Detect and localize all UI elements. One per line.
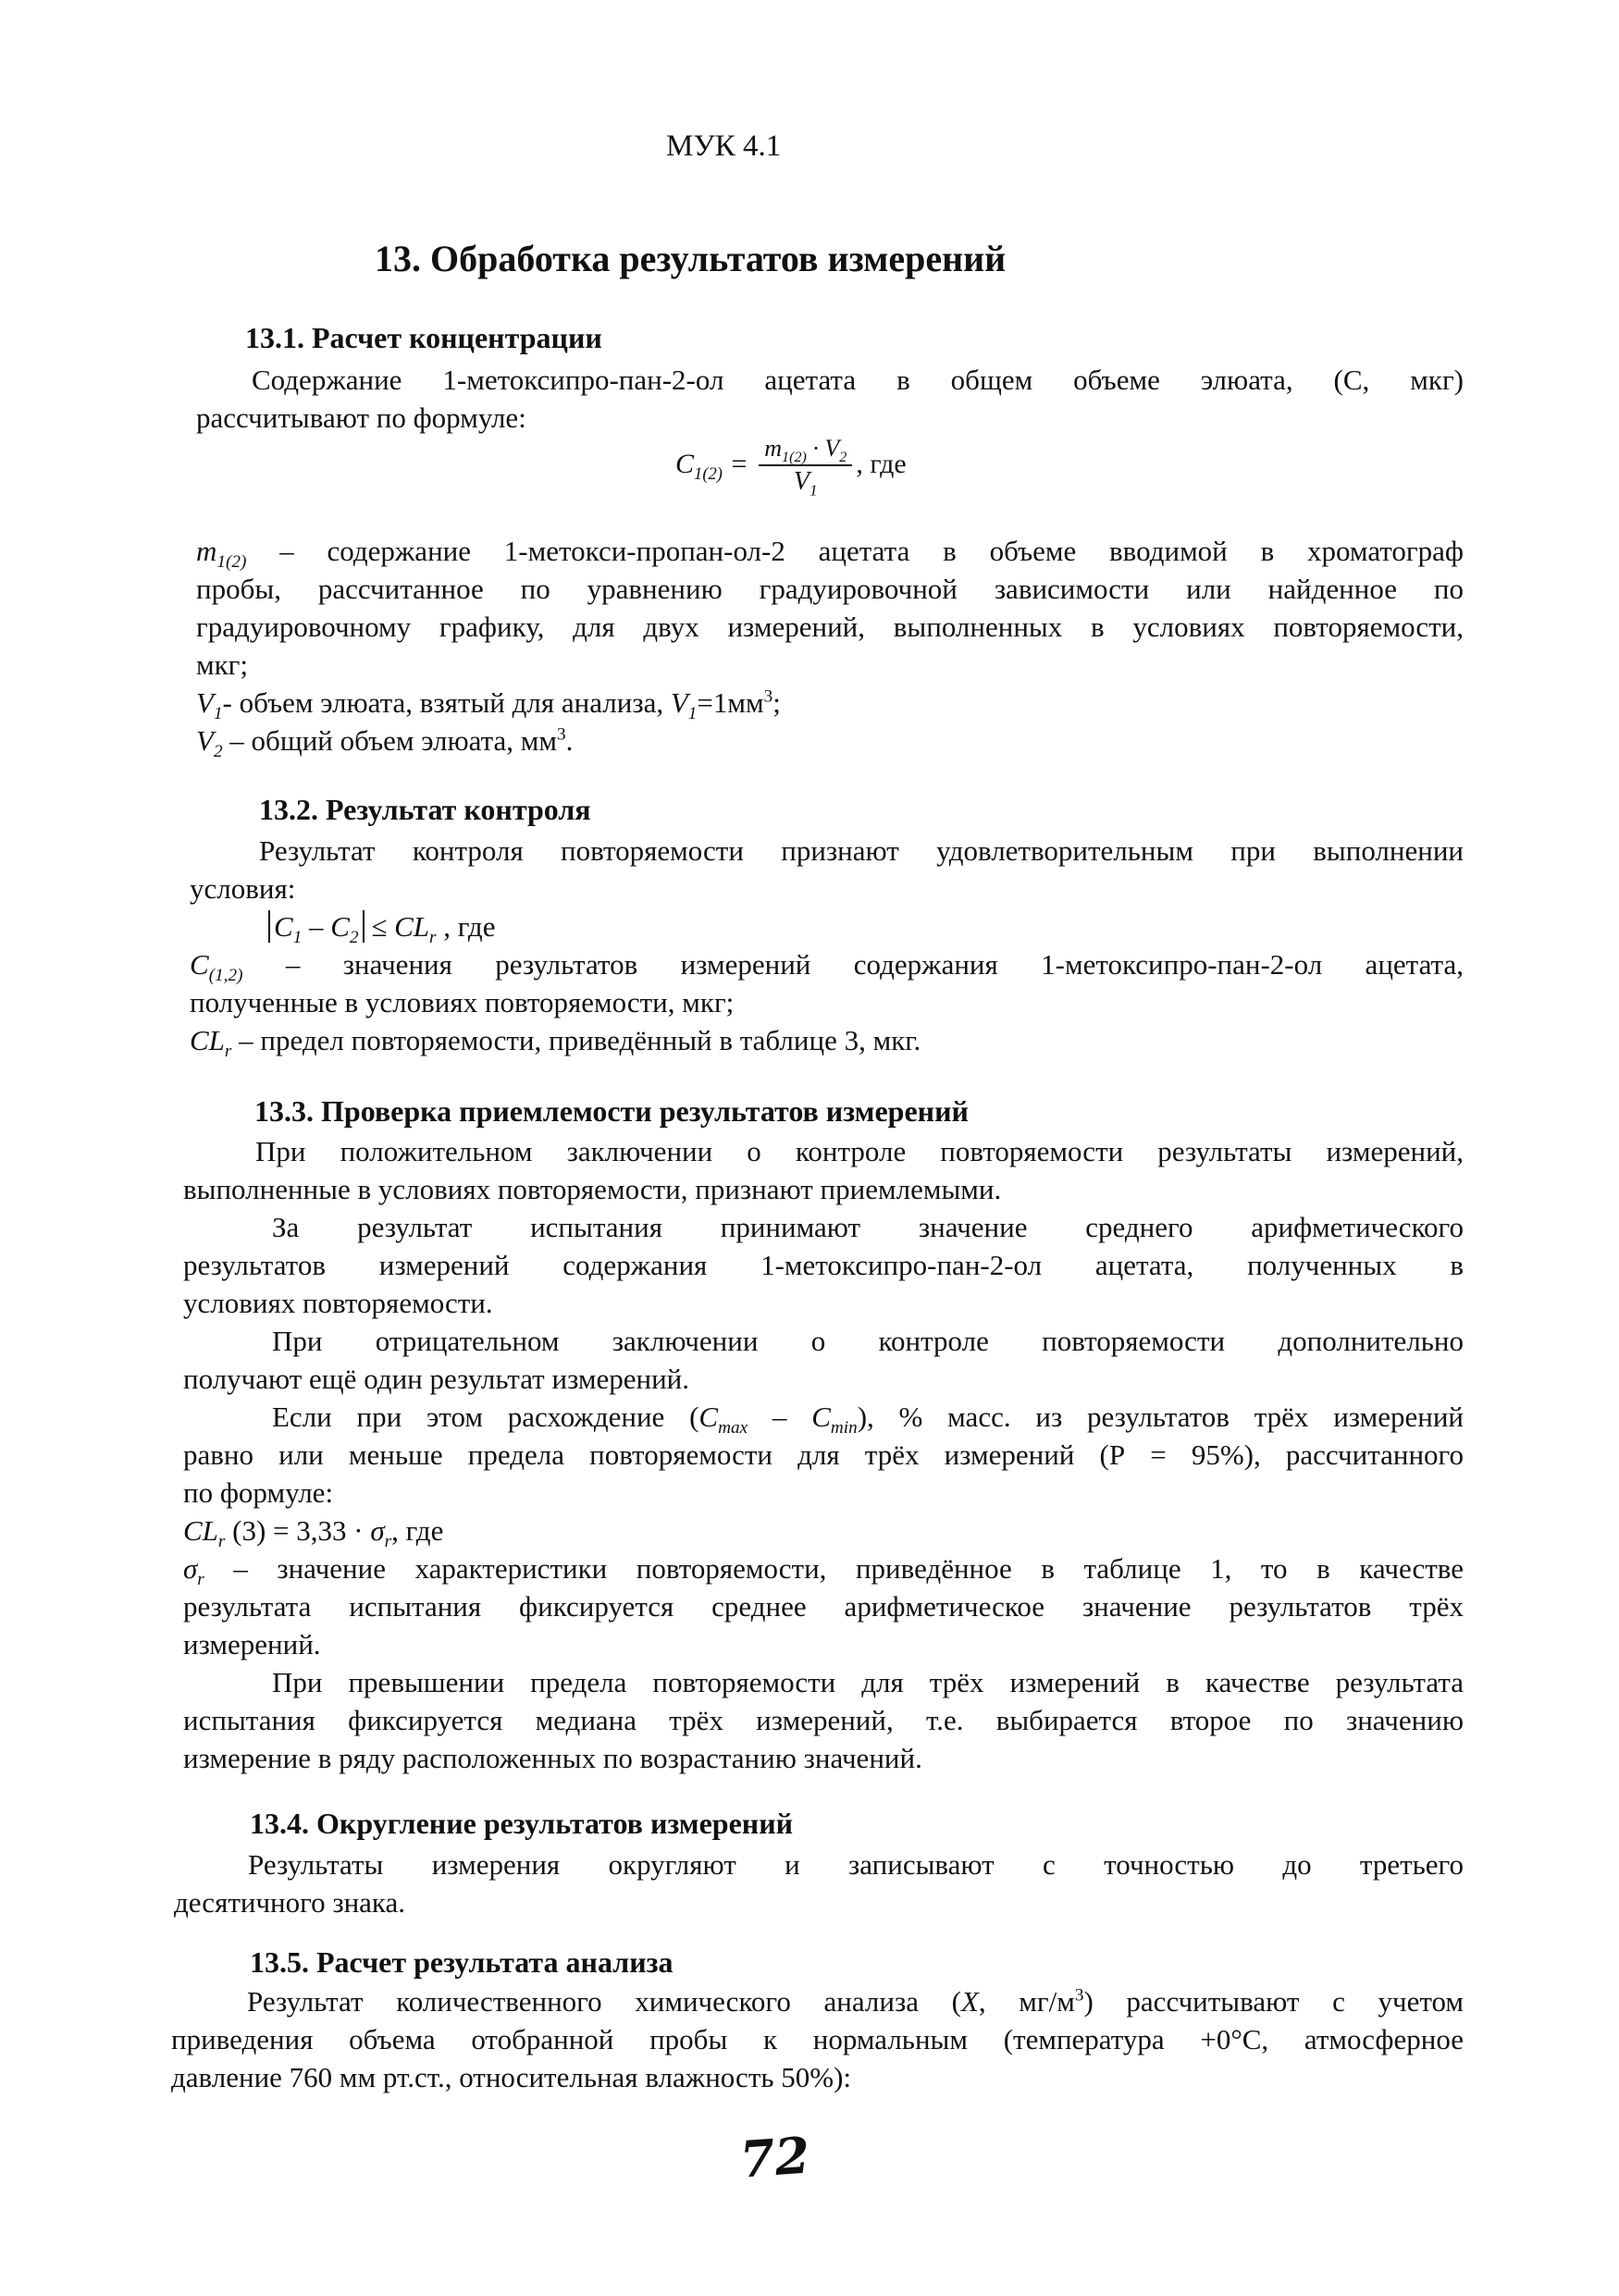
paragraph-13-4: [174, 1845, 1464, 1921]
paragraph-13-5: [171, 1982, 1464, 2096]
text-line: рассчитывают по формуле:: [196, 401, 526, 434]
paragraph-13-2: [190, 832, 1464, 1062]
text-line: $m_{1(2)}$ – содержание 1-метокси-пропан-ол-2 ацетата в объеме вводимой в хроматограф: [196, 535, 1464, 573]
formula-concentration: $C_{1(2)}$ = $\frac{m_{1(2)} \cdot V_2}{V_1}$ , где: [675, 435, 907, 500]
heading-13-5: 13.5. Расчет результата анализа: [250, 1945, 674, 1979]
text-line: За результат испытания принимают значение среднего арифметического: [272, 1211, 1464, 1243]
paragraph-m-definition: [196, 532, 1464, 762]
text-line: результата испытания фиксируется среднее арифметическое значение результатов трёх: [183, 1590, 1464, 1623]
text-line: испытания фиксируется медиана трёх измерений, т.е. выбирается второе по значению: [183, 1704, 1464, 1736]
paragraph-13-3: [183, 1132, 1464, 1777]
formula-clr3: $CL_r$ $(3) = 3,33 \cdot \sigma_r$, где: [183, 1514, 444, 1552]
text-line: Если при этом расхождение $(C_{max} - C_{min})$, % масс. из результатов трёх измерений: [272, 1401, 1465, 1438]
document-code: МУК 4.1: [666, 130, 782, 163]
text-line: Результат контроля повторяемости признают удовлетворительным при выполнении: [259, 834, 1464, 867]
v2-definition: $V_2$ – общий объем элюата, $мм^3$.: [196, 724, 574, 762]
text-line: получают ещё один результат измерений.: [183, 1363, 690, 1395]
text-line: градуировочному графику, для двух измерений, выполненных в условиях повторяемости,: [196, 611, 1464, 643]
heading-13-3: 13.3. Проверка приемлемости результатов измерений: [254, 1094, 969, 1128]
text-line: $C_{(1,2)}$ – значения результатов измерений содержания 1-метоксипро-пан-2-ол ацетата,: [190, 948, 1464, 986]
section-title: 13. Обработка результатов измерений: [375, 238, 1007, 279]
text-line: При положительном заключении о контроле повторяемости результаты измерений,: [255, 1135, 1464, 1167]
v1-definition: $V_1-$ объем элюата, взятый для анализа, $V_1=1мм^3$;: [196, 686, 781, 724]
text-line: по формуле:: [183, 1476, 334, 1509]
text-line: При отрицательном заключении о контроле повторяемости дополнительно: [272, 1325, 1464, 1357]
text-line: приведения объема отобранной пробы к нормальным (температура +0°С, атмосферное: [171, 2023, 1464, 2055]
text-line: измерений.: [183, 1628, 321, 1660]
text-line: измерение в ряду расположенных по возрастанию значений.: [183, 1742, 922, 1774]
text-line: результатов измерений содержания 1-метоксипро-пан-2-ол ацетата, полученных в: [183, 1249, 1464, 1281]
text-line: условиях повторяемости.: [183, 1287, 493, 1319]
text-line: Содержание 1-метоксипро-пан-2-ол ацетата в общем объеме элюата, (C, мкг): [252, 364, 1464, 396]
heading-13-4: 13.4. Округление результатов измерений: [250, 1807, 794, 1840]
page-number: 72: [737, 2125, 812, 2190]
text-line: $CL_r$ – предел повторяемости, приведённый в таблице 3, мкг.: [190, 1024, 921, 1062]
text-line: пробы, рассчитанное по уравнению градуировочной зависимости или найденное по: [196, 573, 1464, 605]
text-line: выполненные в условиях повторяемости, признают приемлемыми.: [183, 1173, 1002, 1205]
formula-fraction: $\frac{m_{1(2)} \cdot V_2}{V_1}$: [759, 435, 852, 498]
text-line: При превышении предела повторяемости для трёх измерений в качестве результата: [272, 1666, 1464, 1698]
text-line: Результат количественного химического анализа (X, $мг/м^3$) рассчитывают с учетом: [247, 1985, 1464, 2018]
paragraph-13-1-intro: [196, 361, 1464, 437]
text-line: условия:: [190, 872, 296, 905]
text-line: равно или меньше предела повторяемости для трёх измерений (Р = 95%), рассчитанного: [183, 1438, 1464, 1471]
text-line: мкг;: [196, 648, 249, 681]
heading-13-2: 13.2. Результат контроля: [259, 793, 591, 826]
text-line: $\sigma_r$ – значение характеристики повторяемости, приведённое в таблице 1, то в качестве: [183, 1552, 1464, 1590]
repeatability-condition: $C_1 - C_2 \le CL_r$ , где: [190, 907, 1464, 945]
text-line: давление 760 мм рт.ст., относительная влажность 50%):: [171, 2061, 852, 2093]
heading-13-1: 13.1. Расчет концентрации: [245, 321, 602, 354]
text-line: Результаты измерения округляют и записывают с точностью до третьего: [248, 1848, 1464, 1881]
text-line: десятичного знака.: [174, 1886, 406, 1919]
text-line: полученные в условиях повторяемости, мкг;: [190, 986, 735, 1018]
